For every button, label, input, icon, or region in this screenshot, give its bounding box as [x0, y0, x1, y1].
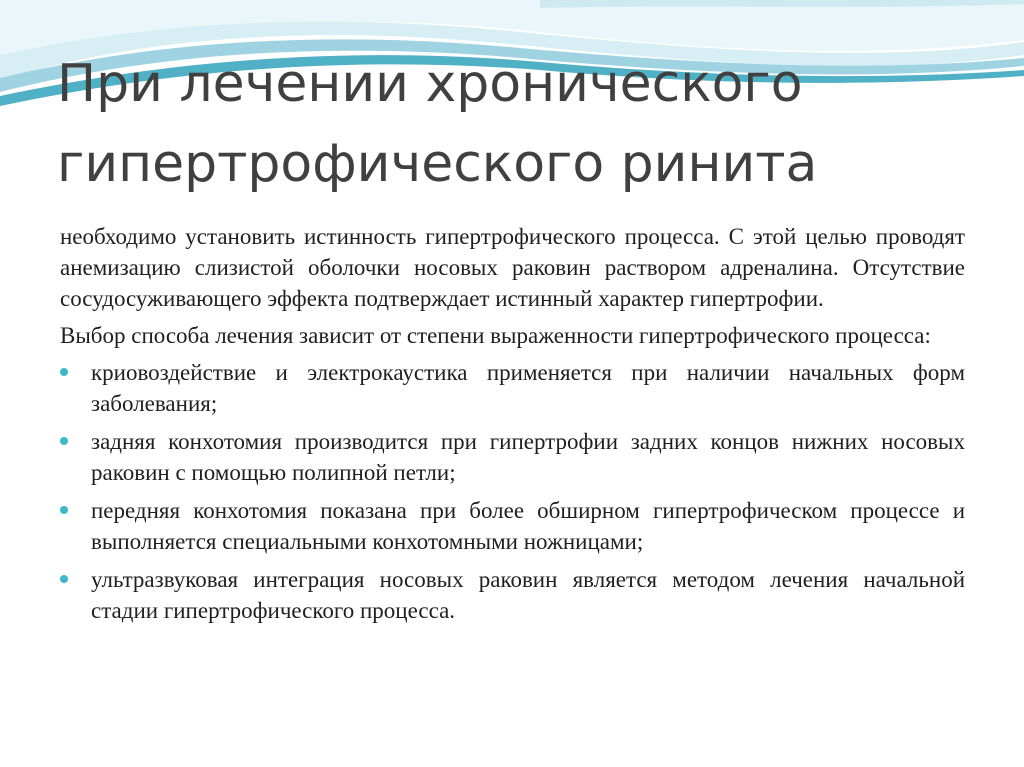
bullet-dot-icon — [60, 506, 68, 514]
bullet-dot-icon — [60, 368, 68, 376]
list-item-text: ультразвуковая интеграция носовых раковин является методом лечения начальной стадии гипертрофического процесса. — [91, 567, 965, 623]
treatment-methods-list — [60, 357, 965, 626]
list-item — [60, 426, 965, 488]
list-item-text: передняя конхотомия показана при более обширном гипертрофическом процессе и выполняется специальными конхотомными ножницами; — [91, 498, 965, 554]
slide-title: При лечении хронического гипертрофического ринита — [57, 54, 818, 194]
list-item-text: задняя конхотомия производится при гипертрофии задних концов нижних носовых раковин с помощью полипной петли; — [91, 429, 965, 485]
list-item — [60, 357, 965, 419]
list-item-text: криовоздействие и электрокаустика применяется при наличии начальных форм заболевания; — [91, 360, 965, 416]
list-item — [60, 564, 965, 626]
intro-paragraph: необходимо установить истинность гипертрофического процесса. С этой целью проводят анемизацию слизистой оболочки носовых раковин раствором адреналина. Отсутствие сосудосуживающего эффекта подтверждает истинный характер гипертрофии. — [60, 224, 965, 311]
bullet-dot-icon — [60, 437, 68, 445]
list-item — [60, 495, 965, 557]
method-choice-paragraph: Выбор способа лечения зависит от степени выраженности гипертрофического процесса: — [60, 323, 931, 348]
bullet-dot-icon — [60, 575, 68, 583]
slide-body — [60, 221, 965, 633]
